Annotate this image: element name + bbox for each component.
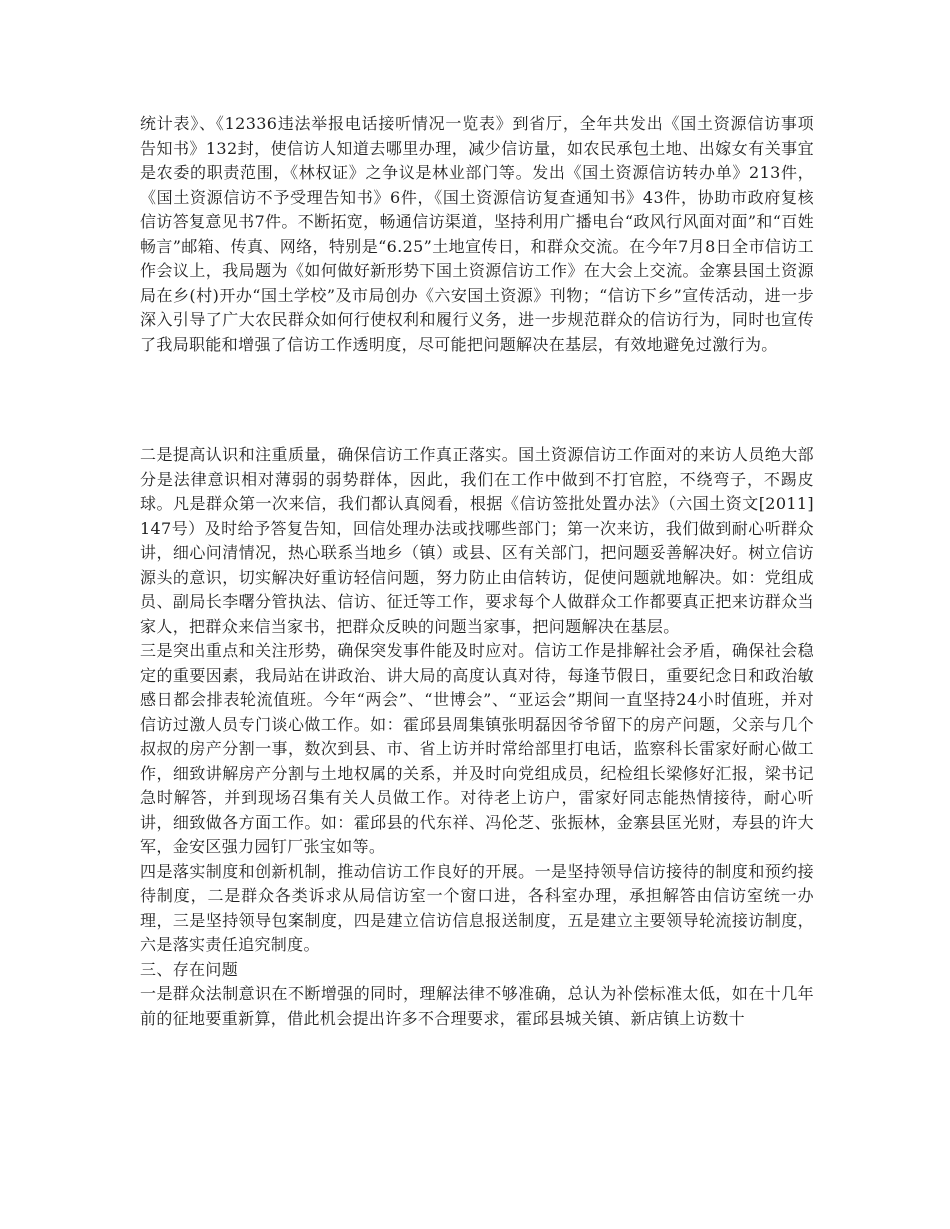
paragraph: 二是提高认识和注重质量，确保信访工作真正落实。国土资源信访工作面对的来访人员绝大部分是法律意识相对薄弱的弱势群体，因此，我们在工作中做到不打官腔，不绕弯子，不踢皮球。凡是群众第一次来信，我们都认真阅看，根据《信访签批处置办法》（六国土资文[2011]147号）及时给予答复告知，回信处理办法或找哪些部门；第一次来访，我们做到耐心听群众讲，细心问清情况，热心联系当地乡（镇）或县、区有关部门，把问题妥善解决好。树立信访源头的意识，切实解决好重访轻信问题，努力防止由信转访，促使问题就地解决。如：党组成员、副局长李曙分管执法、信访、征迁等工作，要求每个人做群众工作都要真正把来访群众当家人，把群众来信当家书，把群众反映的问题当家事，把问题解决在基层。 [140, 445, 814, 636]
paragraph-block-bottom [140, 443, 814, 1031]
section-heading: 三、存在问题 [140, 959, 239, 979]
paragraph: 三是突出重点和关注形势，确保突发事件能及时应对。信访工作是排解社会矛盾，确保社会稳定的重要因素，我局站在讲政治、讲大局的高度认真对待，每逢节假日，重要纪念日和政治敏感日都会排表轮流值班。今年“两会”、“世博会”、“亚运会”期间一直坚持24小时值班，并对信访过激人员专门谈心做工作。如：霍邱县周集镇张明磊因爷爷留下的房产问题，父亲与几个叔叔的房产分割一事，数次到县、市、省上访并时常给部里打电话，监察科长雷家好耐心做工作，细致讲解房产分割与土地权属的关系，并及时向党组成员，纪检组长梁修好汇报，梁书记急时解答，并到现场召集有关人员做工作。对待老上访户，雷家好同志能热情接待，耐心听讲，细致做各方面工作。如：霍邱县的代东祥、冯伦芝、张振林，金寨县匡光财，寿县的许大军，金安区强力园钉厂张宝如等。 [140, 641, 814, 856]
paragraph: 一是群众法制意识在不断增强的同时，理解法律不够准确，总认为补偿标准太低，如在十几年前的征地要重新算，借此机会提出许多不合理要求，霍邱县城关镇、新店镇上访数十 [140, 984, 814, 1028]
paragraph: 四是落实制度和创新机制，推动信访工作良好的开展。一是坚持领导信访接待的制度和预约接待制度，二是群众各类诉求从局信访室一个窗口进，各科室办理，承担解答由信访室统一办理，三是坚持领导包案制度，四是建立信访信息报送制度，五是建立主要领导轮流接访制度，六是落实责任追究制度。 [140, 861, 814, 954]
paragraph: 统计表》、《12336违法举报电话接听情况一览表》到省厅，全年共发出《国土资源信访事项告知书》132封，使信访人知道去哪里办理，减少信访量，如农民承包土地、出嫁女有关事宜是农委的职责范围，《林权证》之争议是林业部门等。发出《国土资源信访转办单》213件，《国土资源信访不予受理告知书》6件，《国土资源信访复查通知书》43件，协助市政府复核信访答复意见书7件。不断拓宽，畅通信访渠道，坚持利用广播电台“政风行风面对面”和“百姓畅言”邮箱、传真、网络，特别是“6.25”土地宣传日，和群众交流。在今年7月8日全市信访工作会议上，我局题为《如何做好新形势下国土资源信访工作》在大会上交流。金寨县国土资源局在乡(村)开办“国土学校”及市局创办《六安国土资源》刊物；“信访下乡”宣传活动，进一步深入引导了广大农民群众如何行使权利和履行义务，进一步规范群众的信访行为，同时也宣传了我局职能和增强了信访工作透明度，尽可能把问题解决在基层，有效地避免过激行为。 [140, 114, 814, 354]
paragraph-block-top [140, 112, 814, 357]
